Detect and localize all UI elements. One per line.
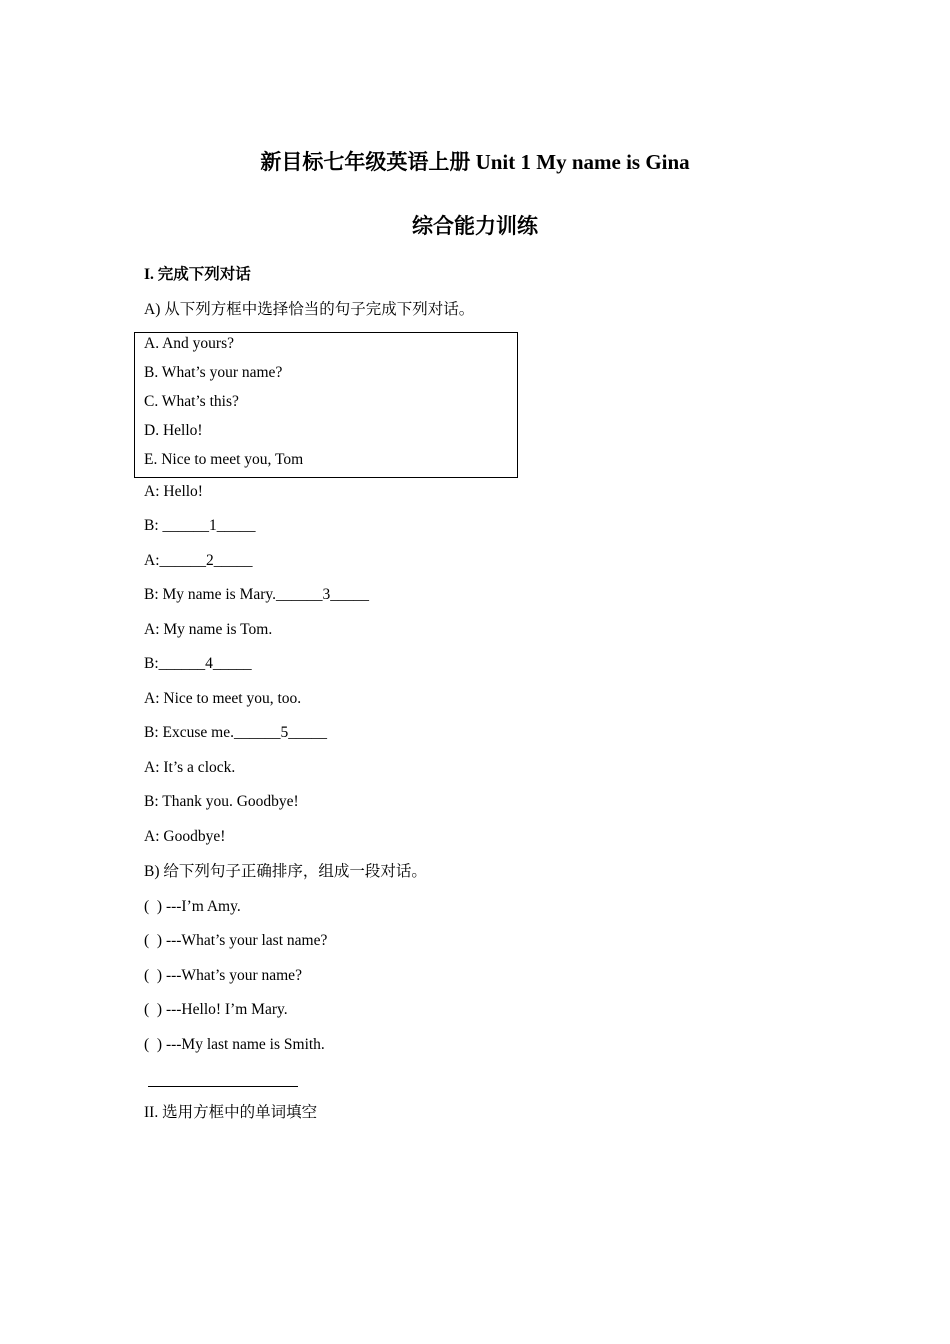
dialogue-line: B: ______1_____ xyxy=(144,517,256,534)
page-subtitle: 综合能力训练 xyxy=(412,214,538,238)
option-e: E. Nice to meet you, Tom xyxy=(144,451,304,468)
ordering-item: ( ) ---Hello! I’m Mary. xyxy=(144,1001,288,1018)
dialogue-line: A: It’s a clock. xyxy=(144,759,236,776)
option-b: B. What’s your name? xyxy=(144,364,283,381)
dialogue-line: A: Goodbye! xyxy=(144,828,226,845)
option-a: A. And yours? xyxy=(144,335,234,352)
ordering-item: ( ) ---I’m Amy. xyxy=(144,898,241,915)
part-a-instruction: A) 从下列方框中选择恰当的句子完成下列对话。 xyxy=(144,301,475,318)
dialogue-line: B:______4_____ xyxy=(144,655,252,672)
section-2-heading: II. 选用方框中的单词填空 xyxy=(144,1104,318,1121)
option-c: C. What’s this? xyxy=(144,393,239,410)
dialogue-line: B: Thank you. Goodbye! xyxy=(144,793,299,810)
ordering-item: ( ) ---What’s your name? xyxy=(144,967,302,984)
dialogue-line: B: Excuse me.______5_____ xyxy=(144,724,327,741)
dialogue-line: A: Hello! xyxy=(144,483,203,500)
footnote-separator xyxy=(148,1086,298,1087)
dialogue-line: A:______2_____ xyxy=(144,552,253,569)
option-d: D. Hello! xyxy=(144,422,203,439)
dialogue-line: B: My name is Mary.______3_____ xyxy=(144,586,370,603)
dialogue-line: A: My name is Tom. xyxy=(144,621,273,638)
dialogue-line: A: Nice to meet you, too. xyxy=(144,690,302,707)
ordering-item: ( ) ---What’s your last name? xyxy=(144,932,328,949)
ordering-item: ( ) ---My last name is Smith. xyxy=(144,1036,325,1053)
options-box xyxy=(134,332,518,478)
section-1-heading: I. 完成下列对话 xyxy=(144,266,251,283)
part-b-instruction: B) 给下列句子正确排序，组成一段对话。 xyxy=(144,863,427,880)
page-title: 新目标七年级英语上册 Unit 1 My name is Gina xyxy=(260,150,690,174)
